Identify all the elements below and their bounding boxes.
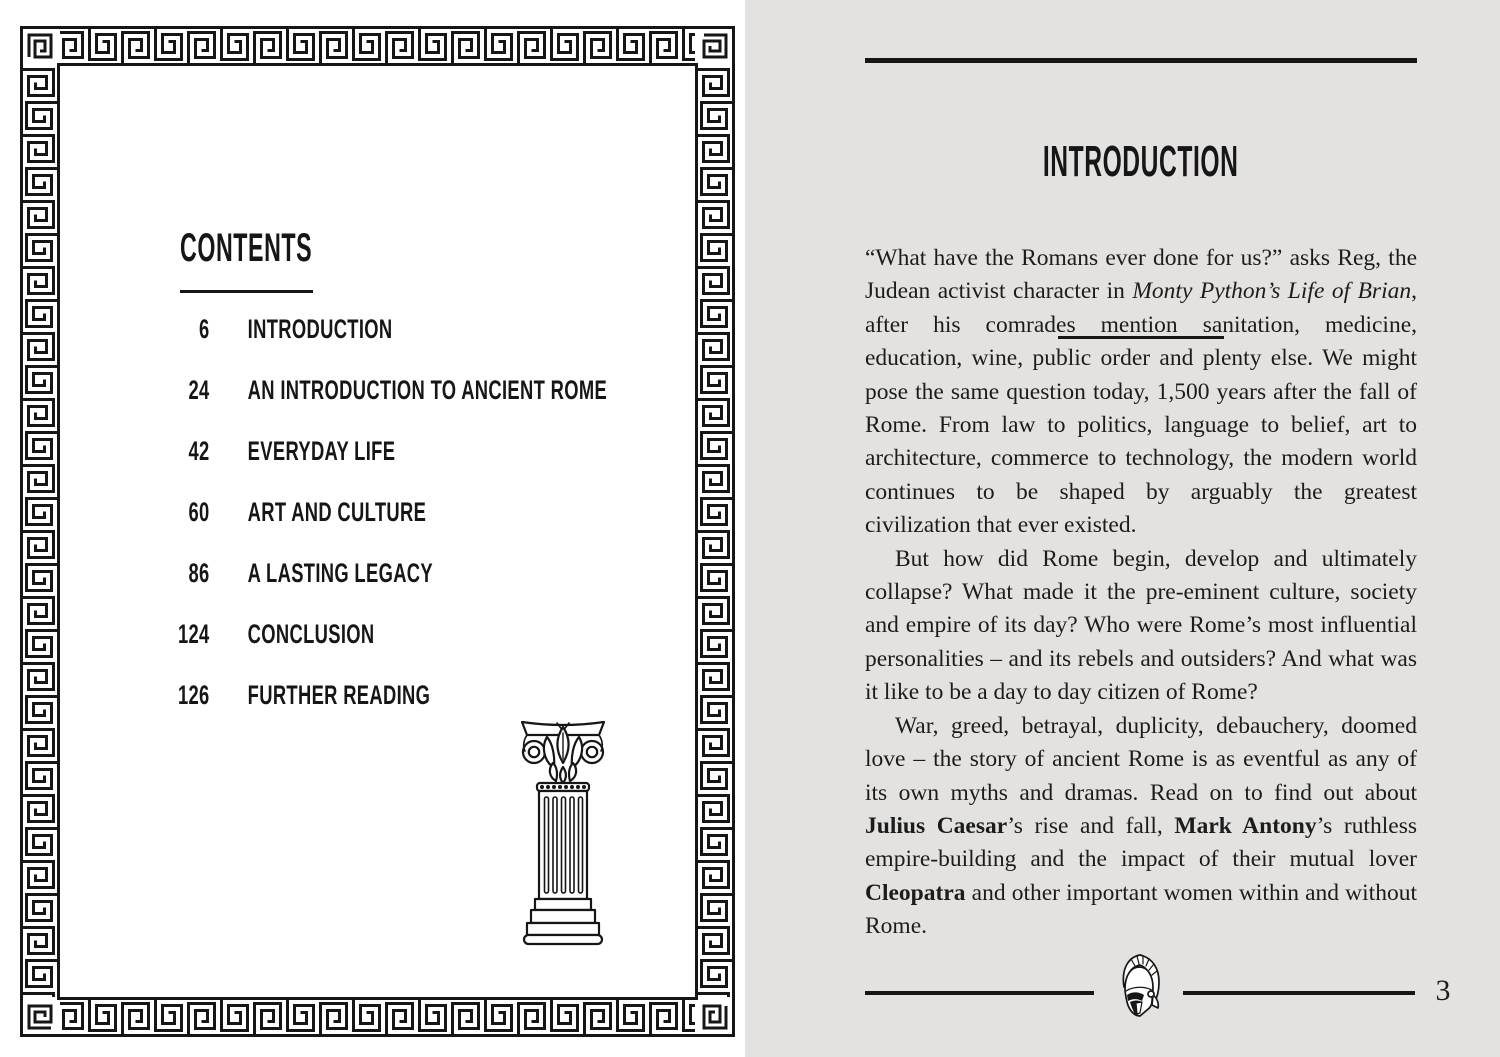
toc-row	[145, 499, 607, 526]
toc-page-number: 126	[177, 680, 210, 710]
contents-title-underline	[180, 290, 313, 293]
toc-page-number: 42	[188, 436, 210, 466]
toc-row	[145, 682, 607, 709]
toc-row	[145, 438, 607, 465]
toc-page-number: 124	[177, 619, 210, 649]
footer-rule-right	[1183, 991, 1415, 995]
toc-entry-label: EVERYDAY LIFE	[247, 436, 396, 466]
footer-rule-left	[865, 991, 1094, 995]
paragraph: “What have the Romans ever done for us?” asks Reg, the Judean activist character in Monty Python’s Life of Brian, after his comrades mention sanitation, medicine, education, wine, public order and plenty else. We might pose the same question today, 1,500 years after the fall of Rome. From law to politics, language to belief, art to architecture, commerce to technology, the modern world continues to be shaped by arguably the greatest civilization that ever existed.	[865, 245, 1417, 539]
toc-entry-label: FURTHER READING	[247, 680, 431, 710]
toc-row	[145, 621, 607, 648]
toc-page-number: 24	[188, 375, 210, 405]
introduction-page	[745, 0, 1500, 1057]
page-title: INTRODUCTION	[1043, 137, 1239, 186]
contents-title: CONTENTS	[180, 226, 313, 270]
toc-page-number: 86	[188, 558, 210, 588]
roman-helmet-icon	[1111, 951, 1165, 1025]
paragraph: But how did Rome begin, develop and ultimately collapse? What made it the pre-eminent culture, society and empire of its day? Who were Rome’s most influential personalities – and its rebels and outsiders? And what was it like to be a day to day citizen of Rome?	[865, 545, 1417, 706]
toc-page-number: 6	[199, 314, 210, 344]
toc-page-number: 60	[188, 497, 210, 527]
toc-entry-label: ART AND CULTURE	[247, 497, 427, 527]
toc-entry-label: INTRODUCTION	[247, 314, 393, 344]
toc-row	[145, 560, 607, 587]
toc-row	[145, 377, 607, 404]
contents-page	[0, 0, 745, 1057]
paragraph: War, greed, betrayal, duplicity, debauchery, doomed love – the story of ancient Rome is as eventful as any of its own myths and dramas. Read on to find out about Julius Caesar’s rise and fall, Mark Antony’s ruthless empire-building and the impact of their mutual lover Cleopatra and other important women within and without Rome.	[865, 712, 1418, 940]
toc-entry-label: A LASTING LEGACY	[247, 558, 433, 588]
toc-entry-label: AN INTRODUCTION TO ANCIENT ROME	[247, 375, 608, 405]
body-paragraphs	[865, 242, 1417, 944]
top-rule	[865, 58, 1417, 63]
corinthian-column-icon	[517, 717, 609, 947]
toc-row	[145, 316, 607, 343]
toc-entry-label: CONCLUSION	[247, 619, 375, 649]
page-number: 3	[1435, 974, 1451, 1007]
toc-list	[145, 316, 825, 743]
